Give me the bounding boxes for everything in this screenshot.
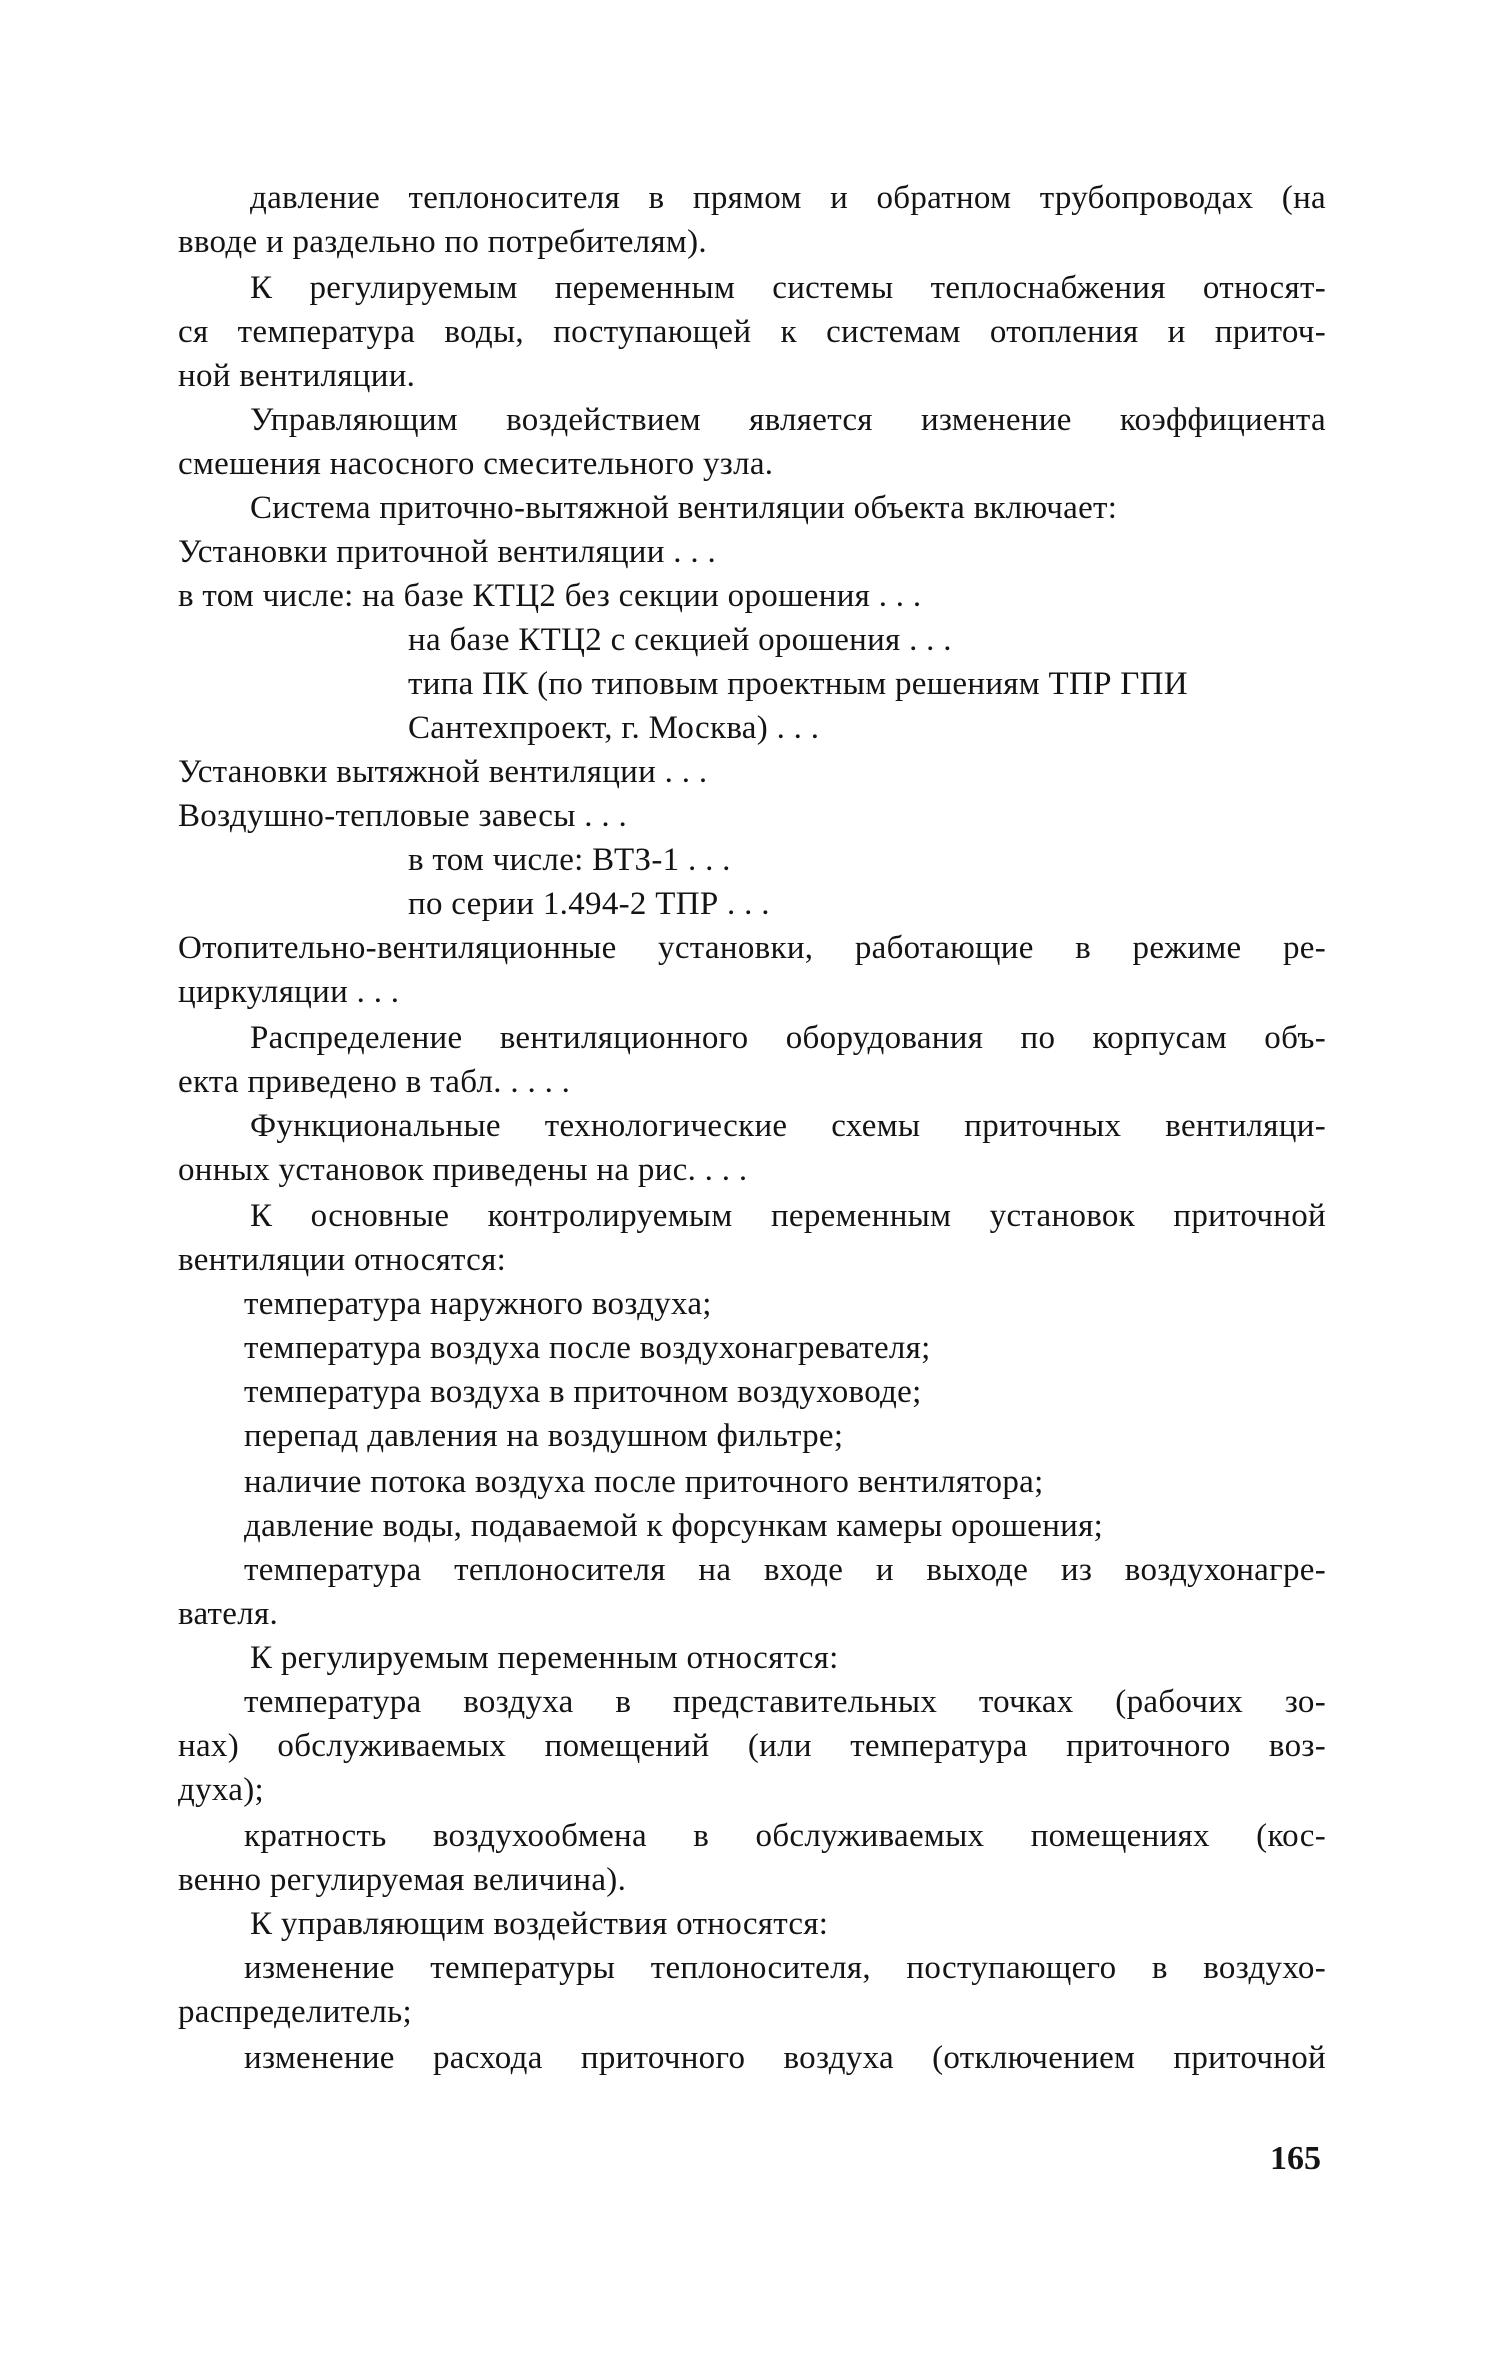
text-line: распределитель;: [178, 1994, 412, 2030]
text-line: Функциональные технологические схемы приточных вентиляци-: [250, 1108, 1326, 1144]
text-line: температура воздуха в представительных точках (рабочих зо-: [244, 1684, 1326, 1720]
text-line: температура воздуха после воздухонагревателя;: [244, 1330, 931, 1366]
text-line: екта приведено в табл. . . . .: [178, 1064, 571, 1100]
text-line: давление воды, подаваемой к форсункам камеры орошения;: [244, 1508, 1104, 1544]
text-line: вводе и раздельно по потребителям).: [178, 224, 707, 260]
text-line: циркуляции . . .: [178, 974, 400, 1010]
text-line: температура наружного воздуха;: [244, 1286, 712, 1322]
text-line: К управляющим воздействия относятся:: [250, 1906, 829, 1942]
text-line: Система приточно-вытяжной вентиляции объекта включает:: [250, 490, 1118, 526]
text-line: температура теплоносителя на входе и выходе из воздухонагре-: [244, 1552, 1326, 1588]
text-line: Установки приточной вентиляции . . .: [178, 534, 717, 570]
text-line: в том числе: ВТЗ-1 . . .: [408, 842, 731, 878]
text-line: духа);: [178, 1772, 264, 1808]
text-line: Сантехпроект, г. Москва) . . .: [408, 710, 820, 746]
text-line: К основные контролируемым переменным установок приточной: [250, 1198, 1326, 1234]
text-line: на базе КТЦ2 с секцией орошения . . .: [408, 622, 952, 658]
text-line: Управляющим воздействием является изменение коэффициента: [250, 402, 1326, 438]
text-line: в том числе: на базе КТЦ2 без секции орошения . . .: [178, 578, 922, 614]
text-line: ной вентиляции.: [178, 358, 416, 394]
text-line: онных установок приведены на рис. . . .: [178, 1152, 748, 1188]
text-line: Воздушно-тепловые завесы . . .: [178, 798, 628, 834]
text-line: давление теплоносителя в прямом и обратном трубопроводах (на: [250, 180, 1326, 216]
text-line: венно регулируемая величина).: [178, 1862, 627, 1898]
text-line: вентиляции относятся:: [178, 1242, 507, 1278]
text-line: Отопительно-вентиляционные установки, работающие в режиме ре-: [178, 930, 1326, 966]
text-line: Распределение вентиляционного оборудования по корпусам объ-: [250, 1020, 1326, 1056]
page-number: 165: [1270, 2140, 1321, 2177]
text-line: перепад давления на воздушном фильтре;: [244, 1418, 844, 1454]
text-line: кратность воздухообмена в обслуживаемых помещениях (кос-: [244, 1818, 1326, 1854]
text-line: по серии 1.494-2 ТПР . . .: [408, 886, 770, 922]
text-line: вателя.: [178, 1596, 279, 1632]
text-line: К регулируемым переменным относятся:: [250, 1640, 839, 1676]
text-line: Установки вытяжной вентиляции . . .: [178, 754, 708, 790]
text-line: изменение расхода приточного воздуха (отключением приточной: [244, 2040, 1326, 2076]
text-line: наличие потока воздуха после приточного вентилятора;: [244, 1464, 1044, 1500]
text-line: К регулируемым переменным системы теплоснабжения относят-: [250, 270, 1326, 306]
text-line: типа ПК (по типовым проектным решениям ТПР ГПИ: [408, 666, 1188, 702]
text-line: ся температура воды, поступающей к системам отопления и приточ-: [178, 314, 1326, 350]
text-line: нах) обслуживаемых помещений (или температура приточного воз-: [178, 1728, 1326, 1764]
text-line: смешения насосного смесительного узла.: [178, 446, 774, 482]
text-line: изменение температуры теплоносителя, поступающего в воздухо-: [244, 1950, 1326, 1986]
text-line: температура воздуха в приточном воздуховоде;: [244, 1374, 922, 1410]
